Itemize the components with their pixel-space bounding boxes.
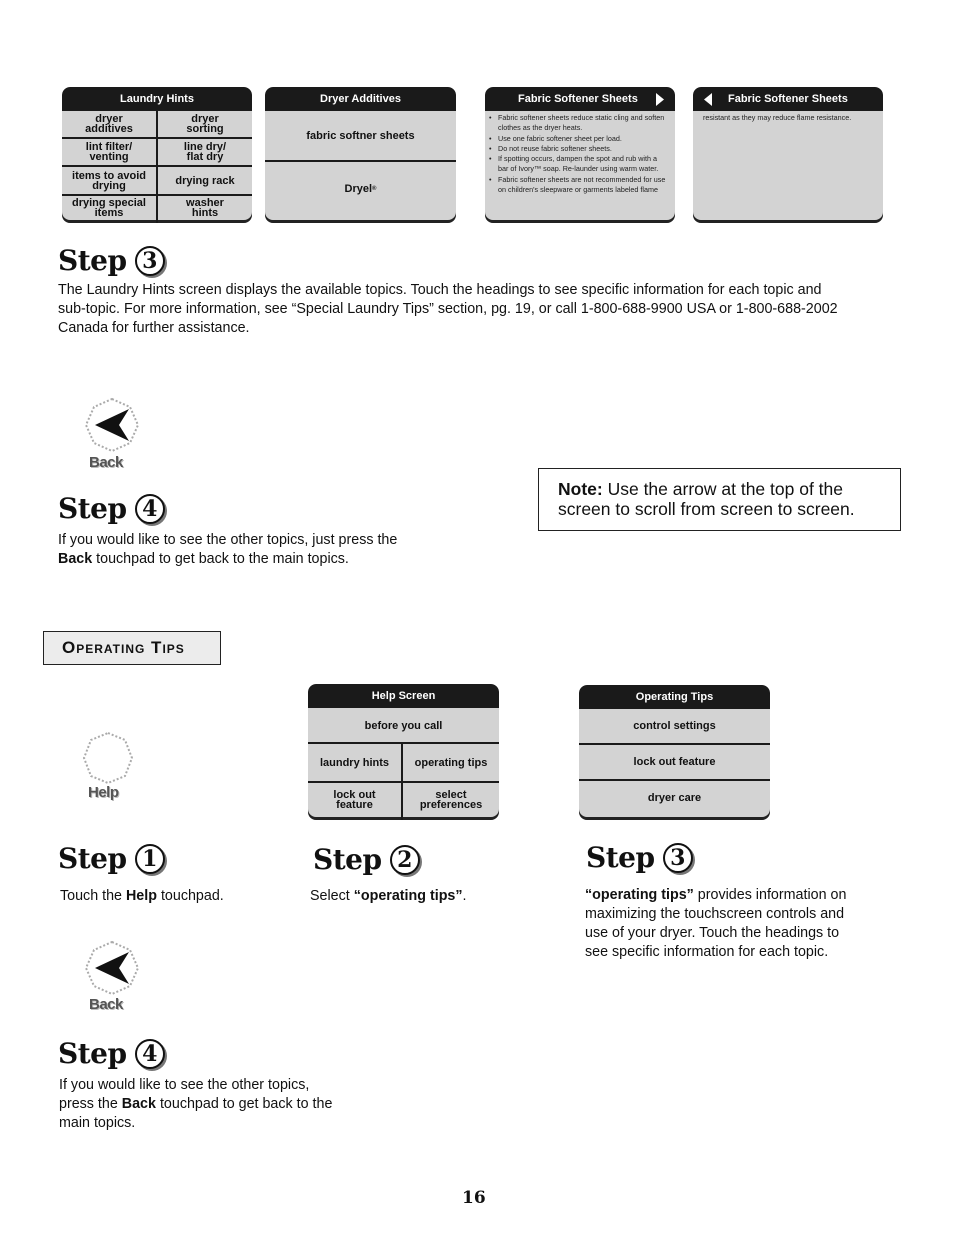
back-icon-label: Back bbox=[89, 996, 123, 1013]
note-text: Use the arrow at the top of the screen to scroll from screen to screen. bbox=[558, 479, 855, 519]
bullet-item: • If spotting occurs, dampen the spot and rub with a bar of Ivory™ soap. Re-launder using warm water. bbox=[489, 154, 669, 175]
screen-title: Operating Tips bbox=[579, 685, 770, 709]
back-emphasis: Back bbox=[121, 1096, 156, 1112]
laundry-hints-screen bbox=[62, 87, 252, 223]
step-word: Step bbox=[58, 842, 127, 875]
previous-arrow-icon[interactable] bbox=[703, 93, 713, 106]
dryel-label: Dryel bbox=[344, 183, 373, 195]
help-laundry-hints[interactable]: laundry hints bbox=[319, 756, 390, 769]
continued-text: resistant as they may reduce flame resistance. bbox=[703, 113, 852, 122]
fabric-softener-screen-1 bbox=[485, 87, 675, 223]
screen-title: Laundry Hints bbox=[62, 87, 252, 111]
topic-dryer-additives[interactable]: dryer additives bbox=[85, 113, 133, 135]
operating-tips-heading: Operating Tips bbox=[43, 631, 221, 665]
fabric-softener-screen-2 bbox=[693, 87, 883, 223]
step-4b-heading bbox=[58, 1037, 165, 1070]
step-1-description bbox=[60, 887, 290, 906]
help-operating-tips[interactable]: operating tips bbox=[414, 756, 488, 769]
fabric-softener-bullets bbox=[489, 113, 669, 195]
next-arrow-icon[interactable] bbox=[655, 93, 665, 106]
screen-title-text: Fabric Softener Sheets bbox=[518, 93, 638, 105]
back-touchpad-icon[interactable] bbox=[83, 940, 141, 996]
step-3-description: The Laundry Hints screen displays the available topics. Touch the headings to see specific information for each topic and sub-topic. For more information, see “Special Laundry Tips” section, pg. 19, or call 1-800-688-9900 USA or 1-800-688-2002 Canada for further assistance. bbox=[58, 282, 838, 336]
page-number: 16 bbox=[462, 1188, 486, 1208]
step-number: 1 bbox=[135, 844, 165, 874]
screen-title: Help Screen bbox=[308, 684, 499, 708]
help-before-you-call[interactable]: before you call bbox=[364, 720, 443, 732]
step-number: 2 bbox=[390, 845, 420, 875]
bullet-item: • Do not reuse fabric softener sheets. bbox=[489, 144, 669, 154]
help-touchpad-icon[interactable] bbox=[81, 731, 135, 785]
topic-dryer-sorting[interactable]: dryer sorting bbox=[186, 113, 224, 135]
operating-tips-emphasis: “operating tips” bbox=[353, 888, 463, 904]
text-segment: provides information on maximizing the touchscreen controls and use of your dryer. Touch the headings to see specific information for each topic. bbox=[585, 887, 847, 960]
item-dryel[interactable] bbox=[285, 167, 436, 211]
text-segment: Select bbox=[310, 888, 354, 904]
step-4-description bbox=[58, 531, 428, 569]
help-emphasis: Help bbox=[125, 888, 157, 904]
back-touchpad-icon[interactable] bbox=[83, 397, 141, 453]
bullet-item: • Fabric softener sheets are not recommended for use on children's sleepware or garments labeled flame bbox=[489, 175, 669, 196]
bullet-item: • Fabric softener sheets reduce static cling and soften clothes as the dryer heats. bbox=[489, 113, 669, 134]
tips-control-settings[interactable]: control settings bbox=[633, 720, 716, 732]
step-word: Step bbox=[58, 1037, 127, 1070]
registered-mark: ® bbox=[372, 186, 377, 192]
tips-dryer-care[interactable]: dryer care bbox=[647, 792, 702, 804]
text-segment: touchpad to get back to the main topics. bbox=[59, 1096, 333, 1131]
step-3b-description bbox=[585, 886, 850, 962]
text-segment: If you would like to see the other topics, press the bbox=[59, 1077, 310, 1112]
dryer-additives-screen bbox=[265, 87, 456, 223]
step-2-heading bbox=[313, 843, 420, 876]
help-screen bbox=[308, 684, 499, 820]
screen-title-text: Fabric Softener Sheets bbox=[728, 93, 848, 105]
text-segment: touchpad. bbox=[156, 888, 224, 904]
tips-lock-out-feature[interactable]: lock out feature bbox=[633, 756, 716, 768]
step-4-heading bbox=[58, 492, 165, 525]
help-lock-out-feature[interactable]: lock out feature bbox=[333, 789, 376, 811]
item-fabric-softner-sheets[interactable]: fabric softner sheets bbox=[306, 130, 415, 142]
screen-title bbox=[693, 87, 883, 111]
step-number: 3 bbox=[663, 843, 693, 873]
topic-line-dry[interactable]: line dry/ flat dry bbox=[183, 141, 227, 163]
note-box bbox=[538, 468, 901, 531]
topic-lint-filter[interactable]: lint filter/ venting bbox=[85, 141, 133, 163]
text-segment: . bbox=[462, 888, 467, 904]
topic-drying-special[interactable]: drying special items bbox=[72, 197, 146, 219]
screen-title bbox=[485, 87, 675, 111]
back-icon-label: Back bbox=[89, 454, 123, 471]
bullet-item: • Use one fabric softener sheet per load. bbox=[489, 134, 669, 144]
screen-title: Dryer Additives bbox=[265, 87, 456, 111]
back-emphasis: Back bbox=[58, 551, 93, 567]
text-segment: Touch the bbox=[60, 888, 126, 904]
operating-tips-screen bbox=[579, 685, 770, 820]
topic-drying-rack[interactable]: drying rack bbox=[175, 174, 235, 187]
help-select-preferences[interactable]: select preferences bbox=[419, 789, 483, 811]
topic-washer-hints[interactable]: washer hints bbox=[186, 197, 224, 219]
step-1-heading bbox=[58, 842, 165, 875]
step-word: Step bbox=[58, 492, 127, 525]
step-number: 3 bbox=[135, 246, 165, 276]
note-label: Note: bbox=[558, 479, 603, 499]
step-2-description bbox=[310, 887, 550, 906]
text-segment: touchpad to get back to the main topics. bbox=[92, 551, 349, 567]
step-word: Step bbox=[58, 244, 127, 277]
text-segment: If you would like to see the other topics, just press the bbox=[58, 532, 398, 548]
step-word: Step bbox=[313, 843, 382, 876]
step-number: 4 bbox=[135, 494, 165, 524]
step-3b-heading bbox=[586, 841, 693, 874]
step-number: 4 bbox=[135, 1039, 165, 1069]
topic-items-to-avoid[interactable]: items to avoid drying bbox=[72, 169, 146, 192]
operating-tips-emphasis: “operating tips” bbox=[585, 887, 694, 903]
step-4b-description bbox=[59, 1076, 334, 1133]
step-3-heading bbox=[58, 244, 165, 277]
help-icon-label: Help bbox=[88, 784, 119, 801]
step-word: Step bbox=[586, 841, 655, 874]
